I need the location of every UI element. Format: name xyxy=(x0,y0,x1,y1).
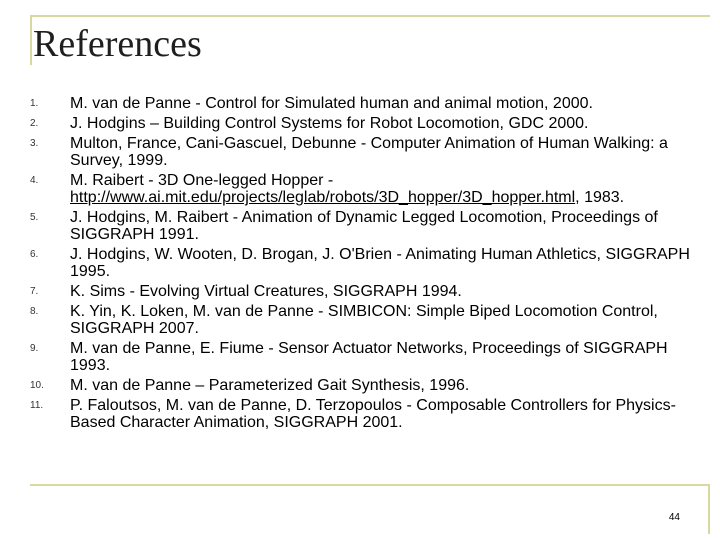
item-number: 4. xyxy=(30,175,39,186)
list-item xyxy=(30,303,690,337)
frame-left-line xyxy=(30,15,32,65)
item-number: 11. xyxy=(30,400,44,411)
list-item xyxy=(30,283,690,300)
item-number: 8. xyxy=(30,306,39,317)
list-item xyxy=(30,135,690,169)
item-number: 3. xyxy=(30,138,39,149)
list-item xyxy=(30,172,690,206)
reference-text: J. Hodgins – Building Control Systems for Robot Locomotion, GDC 2000. xyxy=(70,115,589,132)
item-number: 9. xyxy=(30,343,39,354)
item-number: 10. xyxy=(30,380,44,391)
frame-top-line xyxy=(30,15,710,17)
reference-text: M. van de Panne - Control for Simulated human and animal motion, 2000. xyxy=(70,95,593,112)
frame-bottom-line xyxy=(30,484,710,486)
list-item xyxy=(30,246,690,280)
reference-text: J. Hodgins, W. Wooten, D. Brogan, J. O'Brien - Animating Human Athletics, SIGGRAPH 1995. xyxy=(70,246,690,280)
reference-text: K. Sims - Evolving Virtual Creatures, SIGGRAPH 1994. xyxy=(70,283,462,300)
reference-text: P. Faloutsos, M. van de Panne, D. Terzopoulos - Composable Controllers for Physics-Based Character Animation, SIGGRAPH 2001. xyxy=(70,397,676,431)
reference-text-suffix: , 1983. xyxy=(575,189,625,206)
reference-text: K. Yin, K. Loken, M. van de Panne - SIMBICON: Simple Biped Locomotion Control, SIGGRAPH 2007. xyxy=(70,303,658,337)
reference-list xyxy=(30,95,690,434)
list-item xyxy=(30,340,690,374)
list-item xyxy=(30,115,690,132)
item-number: 7. xyxy=(30,286,39,297)
item-number: 6. xyxy=(30,249,39,260)
item-number: 5. xyxy=(30,212,39,223)
list-item xyxy=(30,397,690,431)
list-item xyxy=(30,377,690,394)
reference-link[interactable]: http://www.ai.mit.edu/projects/leglab/robots/3D_hopper/3D_hopper.html xyxy=(70,189,576,206)
page-title: References xyxy=(33,23,202,65)
list-item xyxy=(30,209,690,243)
reference-text: J. Hodgins, M. Raibert - Animation of Dynamic Legged Locomotion, Proceedings of SIGGRAPH 1991. xyxy=(70,209,658,243)
reference-text: M. Raibert - 3D One-legged Hopper - xyxy=(70,172,334,189)
frame-right-line xyxy=(708,484,710,534)
item-number: 2. xyxy=(30,118,39,129)
reference-text: M. van de Panne, E. Fiume - Sensor Actuator Networks, Proceedings of SIGGRAPH 1993. xyxy=(70,340,668,374)
list-item xyxy=(30,95,690,112)
item-number: 1. xyxy=(30,98,39,109)
reference-text: Multon, France, Cani-Gascuel, Debunne - Computer Animation of Human Walking: a Survey, 1999. xyxy=(70,135,668,169)
page-number: 44 xyxy=(668,512,680,523)
reference-text: M. van de Panne – Parameterized Gait Synthesis, 1996. xyxy=(70,377,470,394)
